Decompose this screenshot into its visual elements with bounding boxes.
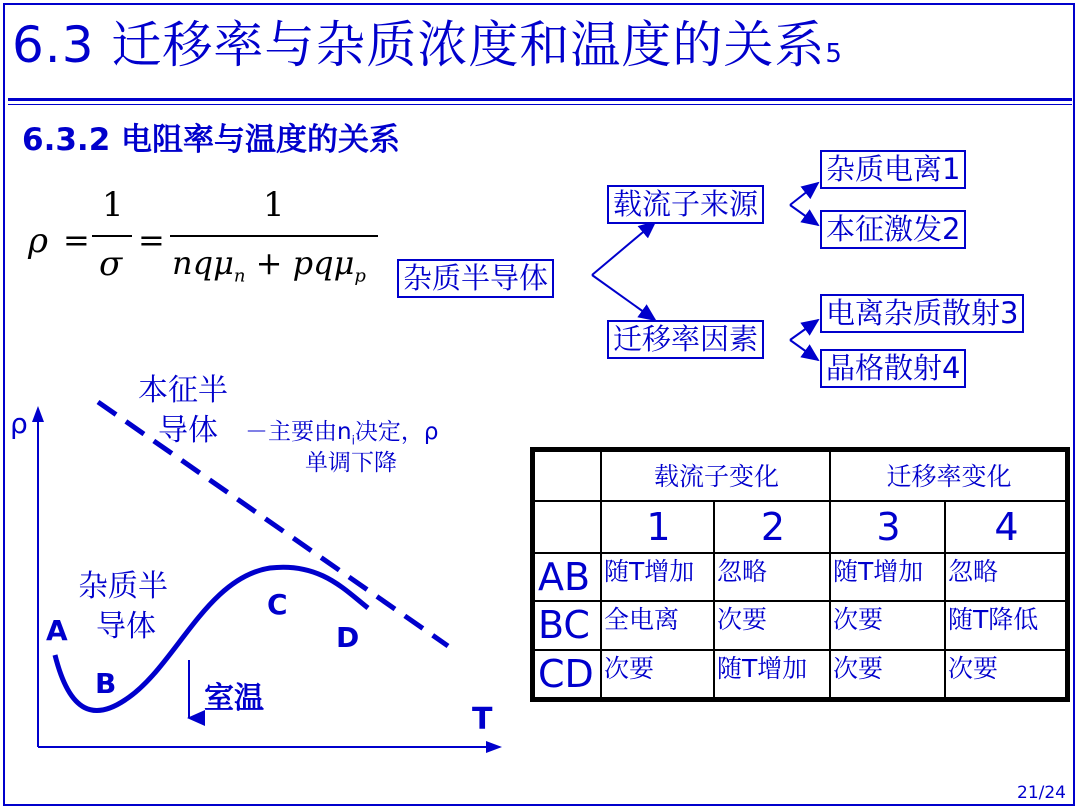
table-header-row xyxy=(534,451,1066,501)
title-text: 6.3 迁移率与杂质浓度和温度的关系 xyxy=(12,16,826,74)
header-mobility-change: 迁移率变化 xyxy=(830,451,1066,501)
row-label: BC xyxy=(534,601,601,649)
column-1: 1 xyxy=(601,501,714,553)
intrinsic-label-line2: 导体 xyxy=(158,413,218,448)
table-cell: 随T增加 xyxy=(714,650,830,698)
table-row xyxy=(534,650,1066,698)
impurity-label-line2: 导体 xyxy=(96,609,156,644)
table-cell: 忽略 xyxy=(945,553,1066,601)
formula-eq2: = xyxy=(138,221,165,259)
formula-num1: 1 xyxy=(102,185,124,225)
intrinsic-label-line1: 本征半 xyxy=(138,373,228,408)
column-4: 4 xyxy=(945,501,1066,553)
row-label: CD xyxy=(534,650,601,698)
summary-table xyxy=(530,447,1070,702)
tree-impurity-scatter-box: 电离杂质散射3 xyxy=(820,294,1024,333)
tree-lattice-scatter-box: 晶格散射4 xyxy=(820,349,966,388)
table-cell: 随T增加 xyxy=(830,553,945,601)
row-label: AB xyxy=(534,553,601,601)
table-cell: 次要 xyxy=(945,650,1066,698)
room-temp-label: 室温 xyxy=(204,681,264,716)
table-row xyxy=(534,601,1066,649)
tree-intrinsic-box: 本征激发2 xyxy=(820,210,966,249)
point-d-label: D xyxy=(336,621,360,654)
table-cell: 全电离 xyxy=(601,601,714,649)
x-axis-label: T xyxy=(472,702,493,737)
slide-number: 5 xyxy=(825,39,843,69)
formula-eq1: = xyxy=(63,221,90,259)
impurity-label-line1: 杂质半 xyxy=(78,569,168,604)
formula-num2: 1 xyxy=(263,185,285,225)
tree-source-box: 载流子来源 xyxy=(607,185,764,224)
tree-ionization-box: 杂质电离1 xyxy=(820,150,966,189)
header-carrier-change: 载流子变化 xyxy=(601,451,830,501)
formula-sigma: σ xyxy=(99,244,123,284)
tree-root-box: 杂质半导体 xyxy=(397,259,554,298)
table-cell: 随T降低 xyxy=(945,601,1066,649)
table-cell: 忽略 xyxy=(714,553,830,601)
y-axis-label: ρ xyxy=(10,407,28,440)
point-a-label: A xyxy=(46,614,68,647)
column-2: 2 xyxy=(714,501,830,553)
intrinsic-note-line2: 单调下降 xyxy=(305,450,397,476)
table-row xyxy=(534,553,1066,601)
table-corner-2 xyxy=(534,501,601,553)
page-indicator: 21/24 xyxy=(1017,783,1066,803)
formula-rho: ρ xyxy=(28,221,48,261)
section-subtitle: 6.3.2 电阻率与温度的关系 xyxy=(22,122,401,158)
table-cell: 次要 xyxy=(830,601,945,649)
table-cell: 次要 xyxy=(714,601,830,649)
table-cell: 次要 xyxy=(830,650,945,698)
intrinsic-note-line1: －主要由$n_i$决定，ρ xyxy=(245,419,439,448)
table-cell: 随T增加 xyxy=(601,553,714,601)
table-cell: 次要 xyxy=(601,650,714,698)
formula-denominator: nqμ$_n$ + pqμ$_p$ xyxy=(172,244,366,287)
point-b-label: B xyxy=(95,667,117,700)
tree-mobility-box: 迁移率因素 xyxy=(607,320,764,359)
point-c-label: C xyxy=(267,588,288,621)
column-3: 3 xyxy=(830,501,945,553)
table-column-row xyxy=(534,501,1066,553)
table-corner xyxy=(534,451,601,501)
